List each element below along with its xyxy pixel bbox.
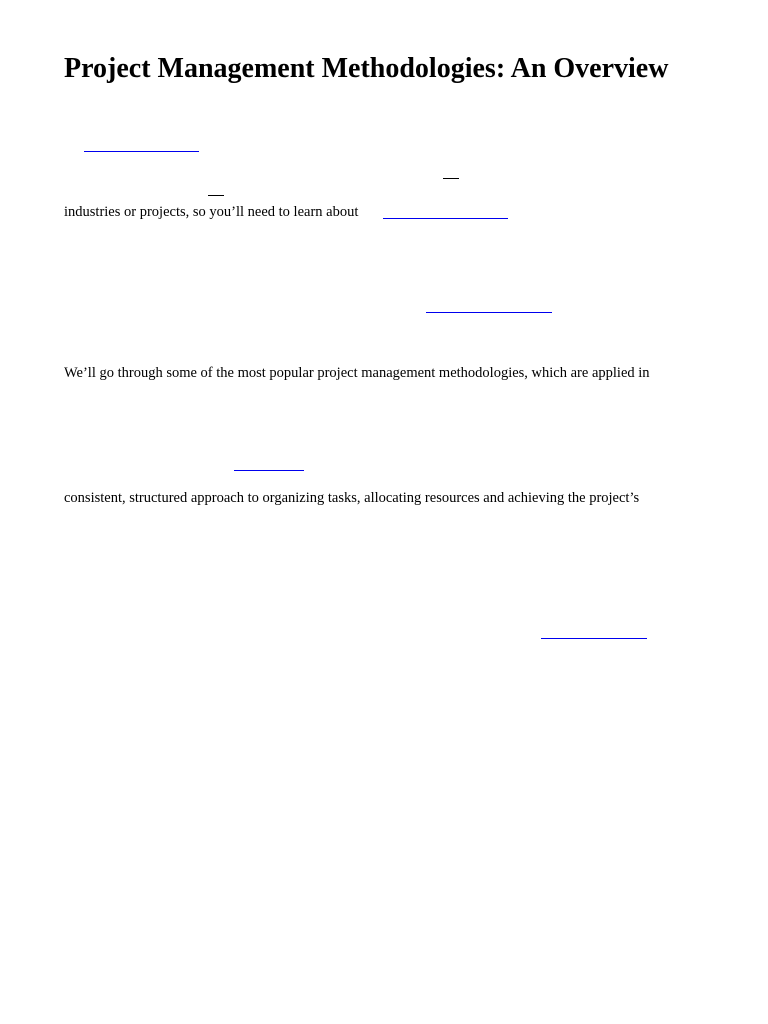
body-text-line: industries or projects, so you’ll need to learn about: [64, 204, 359, 220]
hyperlink-underline[interactable]: [541, 638, 647, 639]
page-title: Project Management Methodologies: An Overview: [64, 53, 669, 84]
body-text-line: consistent, structured approach to organizing tasks, allocating resources and achieving the project’s: [64, 490, 640, 506]
text-dash: [208, 195, 224, 196]
hyperlink-underline[interactable]: [426, 312, 552, 313]
body-text-line: We’ll go through some of the most popular project management methodologies, which are applied in: [64, 365, 650, 381]
text-dash: [443, 178, 459, 179]
hyperlink-underline[interactable]: [84, 151, 199, 152]
hyperlink-underline[interactable]: [234, 470, 304, 471]
hyperlink-underline[interactable]: [383, 218, 508, 219]
